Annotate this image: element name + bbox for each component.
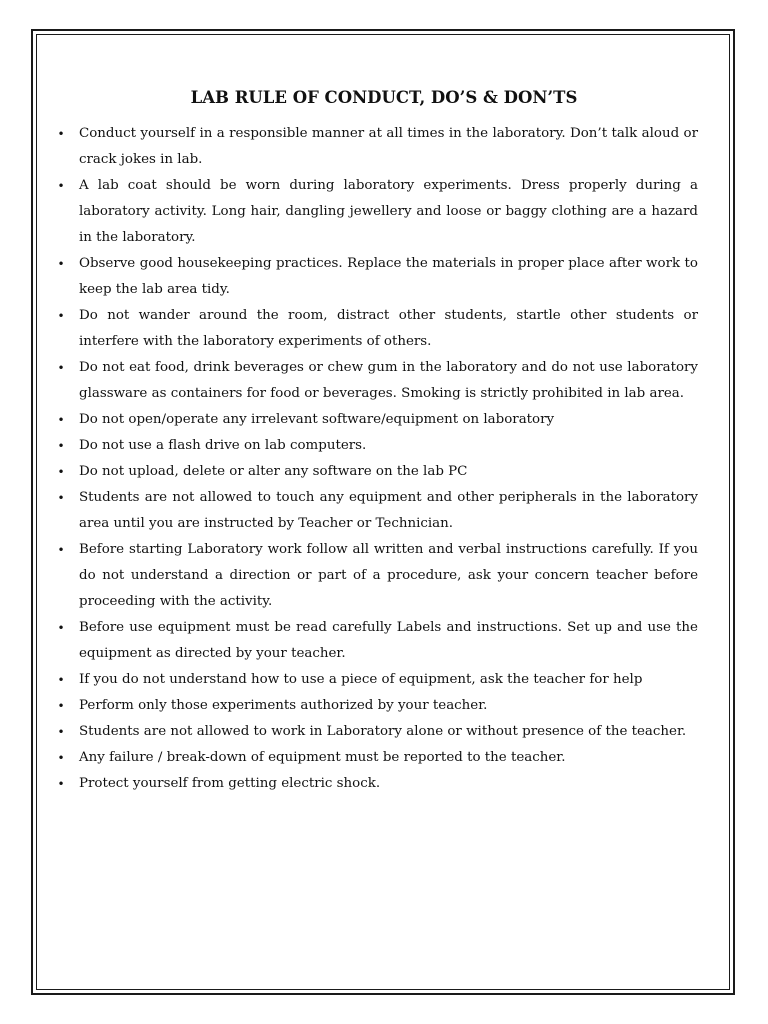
rule-text: Conduct yourself in a responsible manner at all times in the laboratory. Don’t talk aloud or crack jokes in lab. <box>79 126 698 167</box>
page-title: LAB RULE OF CONDUCT, DO’S & DON’TS <box>190 88 578 107</box>
bullet-icon: • <box>57 621 65 635</box>
rule-text: Before use equipment must be read carefully Labels and instructions. Set up and use the equipment as directed by your teacher. <box>79 620 698 661</box>
rule-item <box>56 251 698 303</box>
bullet-icon: • <box>57 491 65 505</box>
bullet-icon: • <box>57 699 65 713</box>
bullet-icon: • <box>57 673 65 687</box>
rule-text: Any failure / break-down of equipment must be reported to the teacher. <box>79 750 566 765</box>
rule-item <box>56 537 698 615</box>
rule-item <box>56 719 698 745</box>
rule-item <box>56 173 698 251</box>
bullet-icon: • <box>57 777 65 791</box>
bullet-icon: • <box>57 751 65 765</box>
rule-item <box>56 615 698 667</box>
rule-item <box>56 667 698 693</box>
bullet-icon: • <box>57 257 65 271</box>
rule-text: Do not upload, delete or alter any software on the lab PC <box>79 464 468 479</box>
rule-item <box>56 303 698 355</box>
rule-text: Students are not allowed to work in Laboratory alone or without presence of the teacher. <box>79 724 687 739</box>
rules-list <box>56 121 698 797</box>
rule-item <box>56 459 698 485</box>
rule-item <box>56 433 698 459</box>
rule-text: Do not use a flash drive on lab computers. <box>79 438 367 453</box>
rule-item <box>56 771 698 797</box>
rule-text: Before starting Laboratory work follow all written and verbal instructions carefully. If you do not understand a direction or part of a procedure, ask your concern teacher before proceeding with the activity. <box>79 542 698 609</box>
rule-text: Students are not allowed to touch any equipment and other peripherals in the laboratory area until you are instructed by Teacher or Technician. <box>79 490 698 531</box>
rule-item <box>56 693 698 719</box>
rule-item <box>56 485 698 537</box>
rule-text: Do not eat food, drink beverages or chew gum in the laboratory and do not use laboratory glassware as containers for food or beverages. Smoking is strictly prohibited in lab area. <box>79 360 698 401</box>
bullet-icon: • <box>57 413 65 427</box>
rule-text: Do not wander around the room, distract other students, startle other students or interfere with the laboratory experiments of others. <box>79 308 698 349</box>
bullet-icon: • <box>57 439 65 453</box>
rule-item <box>56 407 698 433</box>
bullet-icon: • <box>57 543 65 557</box>
rule-text: Perform only those experiments authorized by your teacher. <box>79 698 488 713</box>
bullet-icon: • <box>57 725 65 739</box>
rule-text: Observe good housekeeping practices. Replace the materials in proper place after work to keep the lab area tidy. <box>79 256 698 297</box>
rule-item <box>56 745 698 771</box>
rule-item <box>56 355 698 407</box>
rule-item <box>56 121 698 173</box>
bullet-icon: • <box>57 309 65 323</box>
rule-text: Do not open/operate any irrelevant software/equipment on laboratory <box>79 412 555 427</box>
rule-text: A lab coat should be worn during laboratory experiments. Dress properly during a laboratory activity. Long hair, dangling jewellery and loose or baggy clothing are a hazard in the laboratory. <box>79 178 698 245</box>
bullet-icon: • <box>57 127 65 141</box>
rule-text: If you do not understand how to use a piece of equipment, ask the teacher for help <box>79 672 643 687</box>
bullet-icon: • <box>57 361 65 375</box>
bullet-icon: • <box>57 465 65 479</box>
bullet-icon: • <box>57 179 65 193</box>
rule-text: Protect yourself from getting electric shock. <box>79 776 381 791</box>
